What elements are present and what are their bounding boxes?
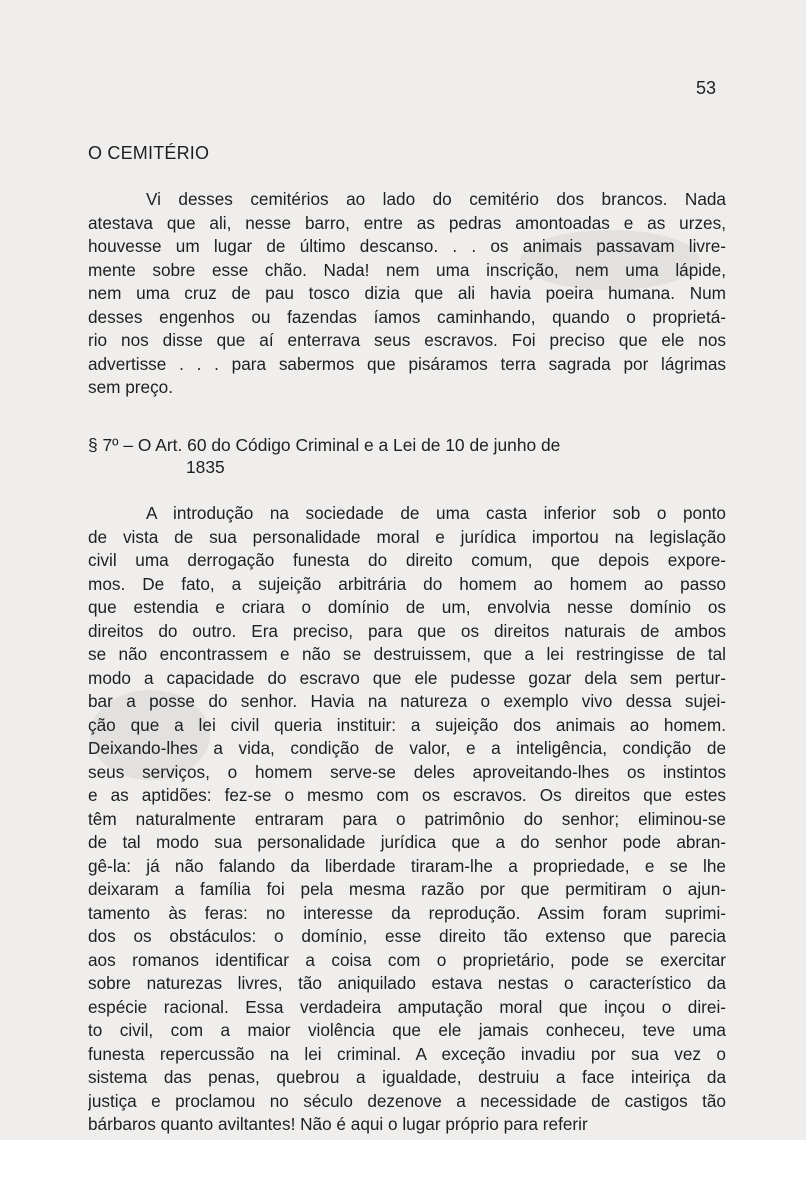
- text-line: advertisse . . . para sabermos que pisáramos terra sagrada por lágrimas: [88, 353, 726, 374]
- text-line: sem preço.: [88, 377, 174, 397]
- text-line: e as aptidões: fez-se o mesmo com os escravos. Os direitos que estes: [88, 785, 726, 805]
- text-line: civil uma derrogação funesta do direito comum, que depois expore-: [88, 550, 726, 570]
- text-line: se não encontrassem e não se destruissem, que a lei restringisse de tal: [88, 644, 726, 664]
- text-line: mente sobre esse chão. Nada! nem uma inscrição, nem uma lápide,: [88, 259, 726, 280]
- text-line: Deixando-lhes a vida, condição de valor, e a inteligência, condição de: [88, 738, 726, 758]
- text-line: espécie racional. Essa verdadeira amputação moral que inçou o direi-: [88, 996, 726, 1017]
- text-line: rio nos disse que aí enterrava seus escravos. Foi preciso que ele nos: [88, 330, 726, 350]
- text-line: nem uma cruz de pau tosco dizia que ali havia poeira humana. Num: [88, 283, 726, 303]
- text-line: justiça e proclamou no século dezenove a necessidade de castigos tão: [88, 1090, 726, 1111]
- section-heading-line-1: § 7º – O Art. 60 do Código Criminal e a Lei de 10 de junho de: [88, 435, 561, 455]
- text-line: gê-la: já não falando da liberdade tiraram-lhe a propriedade, e se lhe: [88, 855, 726, 876]
- text-line: Vi desses cemitérios ao lado do cemitério dos brancos. Nada: [146, 189, 726, 209]
- text-line: deixaram a família foi pela mesma razão por que permitiram o ajun-: [88, 879, 726, 899]
- text-line: sobre naturezas livres, tão aniquilado estava nestas o característico da: [88, 973, 726, 993]
- text-line: de tal modo sua personalidade jurídica que a do senhor pode abran-: [88, 832, 726, 852]
- chapter-title: O CEMITÉRIO: [88, 143, 210, 163]
- page-number: 53: [696, 78, 717, 98]
- paragraph-cemetery: [88, 188, 726, 400]
- text-line: ção que a lei civil queria instituir: a sujeição dos animais ao homem.: [88, 714, 726, 735]
- text-line: desses engenhos ou fazendas íamos caminhando, quando o proprietá-: [88, 306, 726, 327]
- text-line: tamento às feras: no interesse da reprodução. Assim foram suprimi-: [88, 902, 726, 923]
- text-line: bar a posse do senhor. Havia na natureza o exemplo vivo dessa sujei-: [88, 691, 726, 711]
- text-line: atestava que ali, nesse barro, entre as pedras amontoadas e as urzes,: [88, 212, 726, 233]
- text-line: dos os obstáculos: o domínio, esse direito tão extenso que parecia: [88, 926, 726, 946]
- text-line: mos. De fato, a sujeição arbitrária do homem ao homem ao passo: [88, 573, 726, 594]
- text-line: A introdução na sociedade de uma casta inferior sob o ponto: [146, 503, 726, 523]
- text-line: to civil, com a maior violência que ele jamais conheceu, teve uma: [88, 1020, 726, 1040]
- text-line: de vista de sua personalidade moral e jurídica importou na legislação: [88, 526, 726, 547]
- paragraph-introduction: [88, 502, 726, 1137]
- text-line: funesta repercussão na lei criminal. A exceção invadiu por sua vez o: [88, 1043, 726, 1064]
- section-heading-line-2: 1835: [186, 457, 225, 477]
- text-line: têm naturalmente entraram para o patrimônio do senhor; eliminou-se: [88, 808, 726, 829]
- text-line: sistema das penas, quebrou a igualdade, destruiu a face inteiriça da: [88, 1067, 726, 1087]
- text-line: direitos do outro. Era preciso, para que os direitos naturais de ambos: [88, 620, 726, 641]
- text-line: aos romanos identificar a coisa com o proprietário, pode se exercitar: [88, 949, 726, 970]
- text-line: houvesse um lugar de último descanso. . . os animais passavam livre-: [88, 236, 726, 256]
- text-line: que estendia e criara o domínio de um, envolvia nesse domínio os: [88, 597, 726, 617]
- text-line: bárbaros quanto aviltantes! Não é aqui o lugar próprio para referir: [88, 1114, 588, 1134]
- text-line: seus serviços, o homem serve-se deles aproveitando-lhes os instintos: [88, 761, 726, 782]
- section-heading: [88, 434, 728, 478]
- text-line: modo a capacidade do escravo que ele pudesse gozar dela sem pertur-: [88, 667, 726, 688]
